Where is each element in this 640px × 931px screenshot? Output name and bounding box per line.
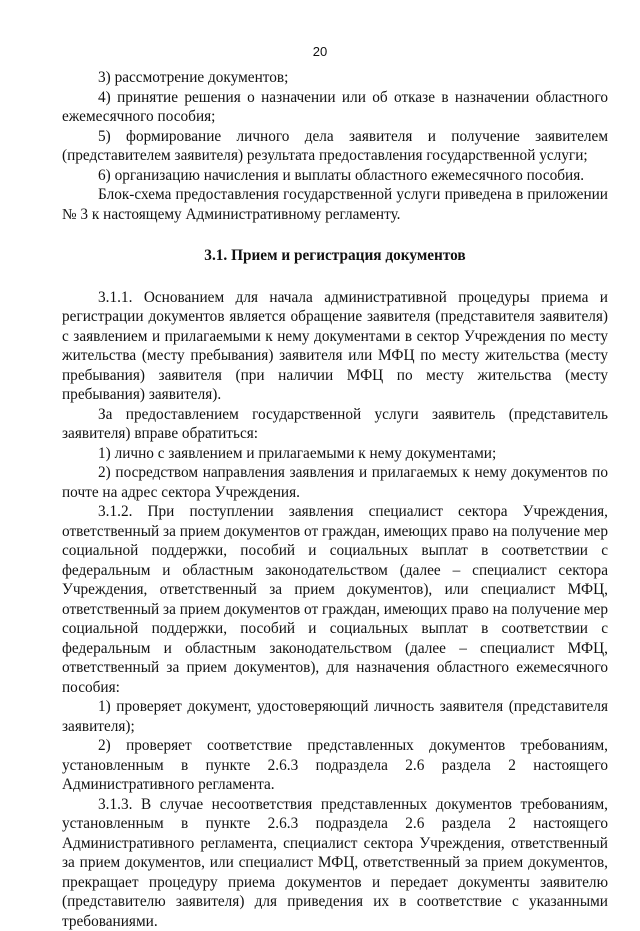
check-item-2: 2) проверяет соответствие представленных документов требованиям, установленным в пункте 2.6.3 подраздела 2.6 раздела 2 настоящего Административного регламента.: [62, 736, 608, 795]
list-item-3: 3) рассмотрение документов;: [62, 68, 608, 88]
paragraph-3-1-3: 3.1.3. В случае несоответствия представленных документов требованиям, установленным в пункте 2.6.3 подраздела 2.6 раздела 2 настоящего Административного регламента, специалист сектора Учреждения, ответственный за прием документов, или специалист МФЦ, ответственный за прием документов, прекращает процедуру приема документов и передает документы заявителю (представителю заявителя) для приведения их в соответствие с указанными требованиями.: [62, 795, 608, 931]
method-item-2: 2) посредством направления заявления и прилагаемых к нему документов по почте на адрес сектора Учреждения.: [62, 463, 608, 502]
paragraph-3-1-1: 3.1.1. Основанием для начала административной процедуры приема и регистрации документов является обращение заявителя (представителя заявителя) с заявлением и прилагаемыми к нему документами в сектор Учреждения по месту жительства (месту пребывания) заявителя или МФЦ по месту жительства (месту пребывания) заявителя (при наличии МФЦ по месту жительства (месту пребывания) заявителя).: [62, 288, 608, 405]
check-item-1: 1) проверяет документ, удостоверяющий личность заявителя (представителя заявителя);: [62, 697, 608, 736]
flowchart-reference-paragraph: Блок-схема предоставления государственной услуги приведена в приложении № 3 к настоящему Административному регламенту.: [62, 185, 608, 224]
paragraph-3-1-2: 3.1.2. При поступлении заявления специалист сектора Учреждения, ответственный за прием документов от граждан, имеющих право на получение мер социальной поддержки, пособий и социальных выплат в соответствии с федеральным и областным законодательством (далее – специалист сектора Учреждения, ответственный за прием документов), или специалист МФЦ, ответственный за прием документов от граждан, имеющих право на получение мер социальной поддержки, пособий и социальных выплат в соответствии с федеральным и областным законодательством (далее – специалист МФЦ, ответственный за прием документов), для назначения областного ежемесячного пособия:: [62, 502, 608, 697]
list-item-4: 4) принятие решения о назначении или об отказе в назначении областного ежемесячного пособия;: [62, 88, 608, 127]
page-content: [62, 68, 608, 931]
section-heading: 3.1. Прием и регистрация документов: [62, 246, 608, 266]
list-item-6: 6) организацию начисления и выплаты областного ежемесячного пособия.: [62, 166, 608, 186]
paragraph-application-methods: За предоставлением государственной услуги заявитель (представитель заявителя) вправе обратиться:: [62, 405, 608, 444]
list-item-5: 5) формирование личного дела заявителя и получение заявителем (представителем заявителя) результата предоставления государственной услуги;: [62, 127, 608, 166]
method-item-1: 1) лично с заявлением и прилагаемыми к нему документами;: [62, 444, 608, 464]
page-number: 20: [0, 44, 640, 59]
